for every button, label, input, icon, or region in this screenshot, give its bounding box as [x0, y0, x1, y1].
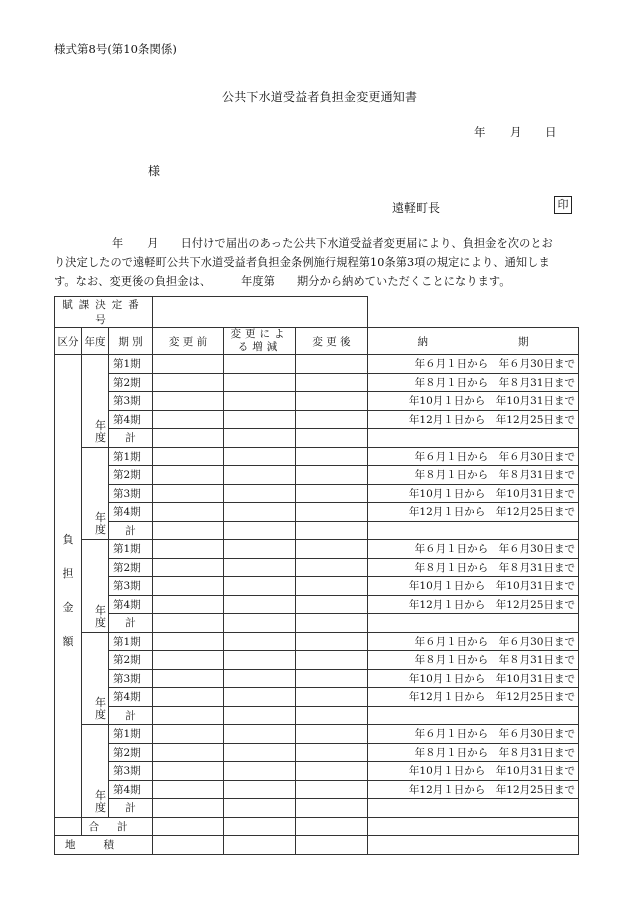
- amount-before-cell[interactable]: [153, 595, 224, 614]
- total-before-cell[interactable]: [153, 817, 224, 836]
- amount-before-cell[interactable]: [153, 521, 224, 540]
- amount-after-cell[interactable]: [296, 429, 368, 448]
- amount-before-cell[interactable]: [153, 743, 224, 762]
- amount-change-cell[interactable]: [224, 503, 296, 522]
- term-label: 第4期: [109, 503, 153, 522]
- land-before-cell[interactable]: [153, 836, 224, 855]
- payment-period-cell: 年12月１日から 年12月25日まで: [368, 503, 579, 522]
- payment-period-cell: 年10月１日から 年10月31日まで: [368, 762, 579, 781]
- charge-table: [54, 296, 579, 855]
- payment-period-cell: 年８月１日から 年８月31日まで: [368, 558, 579, 577]
- amount-after-cell[interactable]: [296, 355, 368, 374]
- col-change-header: 変更による増減: [224, 328, 296, 355]
- amount-before-cell[interactable]: [153, 373, 224, 392]
- amount-after-cell[interactable]: [296, 688, 368, 707]
- amount-after-cell[interactable]: [296, 558, 368, 577]
- amount-after-cell[interactable]: [296, 632, 368, 651]
- document-title: 公共下水道受益者負担金変更通知書: [222, 90, 418, 104]
- nendo-label: 年: [95, 418, 106, 432]
- amount-change-cell[interactable]: [224, 466, 296, 485]
- term-label: 第4期: [109, 780, 153, 799]
- nendo-cell[interactable]: [82, 725, 109, 818]
- date-month-label: 月: [510, 125, 522, 139]
- col-nendo-header: 年度: [82, 328, 109, 355]
- body-line-1: [54, 234, 578, 253]
- amount-before-cell[interactable]: [153, 558, 224, 577]
- amount-change-cell[interactable]: [224, 780, 296, 799]
- kubun-char: 負: [62, 532, 74, 546]
- nendo-cell[interactable]: [82, 632, 109, 725]
- body-line-1-text: 日付けで届出のあった公共下水道受益者変更届により、負担金を次のとお: [180, 237, 553, 250]
- col-kubun-header: 区分: [55, 328, 82, 355]
- col-payment-header: [368, 328, 579, 355]
- kubun-char: 担: [62, 566, 74, 580]
- payment-period-cell: 年８月１日から 年８月31日まで: [368, 743, 579, 762]
- charge-row: [55, 632, 579, 651]
- nendo-label: 年: [95, 603, 106, 617]
- term-label: 第3期: [109, 762, 153, 781]
- amount-before-cell[interactable]: [153, 392, 224, 411]
- amount-after-cell[interactable]: [296, 669, 368, 688]
- term-label: 第3期: [109, 577, 153, 596]
- charge-row: [55, 540, 579, 559]
- grand-total-label: 合計: [82, 817, 153, 836]
- land-after-cell[interactable]: [296, 836, 368, 855]
- amount-change-cell[interactable]: [224, 577, 296, 596]
- kubun-cell: [55, 355, 82, 818]
- amount-before-cell[interactable]: [153, 706, 224, 725]
- charge-row: [55, 373, 579, 392]
- charge-row: [55, 503, 579, 522]
- nendo-label: 年: [95, 696, 106, 709]
- payment-period-cell: 年12月１日から 年12月25日まで: [368, 410, 579, 429]
- payment-period-cell: 年10月１日から 年10月31日まで: [368, 669, 579, 688]
- charge-row: [55, 780, 579, 799]
- amount-change-cell[interactable]: [224, 392, 296, 411]
- body-line-3c: 期分から納めていただくことになります。: [297, 275, 511, 288]
- amount-after-cell[interactable]: [296, 373, 368, 392]
- charge-row: [55, 447, 579, 466]
- amount-before-cell[interactable]: [153, 447, 224, 466]
- total-after-cell[interactable]: [296, 817, 368, 836]
- amount-change-cell[interactable]: [224, 669, 296, 688]
- amount-before-cell[interactable]: [153, 632, 224, 651]
- charge-row: [55, 725, 579, 744]
- amount-after-cell[interactable]: [296, 447, 368, 466]
- payment-period-cell: 年10月１日から 年10月31日まで: [368, 484, 579, 503]
- date-day-label: 日: [545, 125, 557, 139]
- amount-before-cell[interactable]: [153, 429, 224, 448]
- kubun-char: 額: [62, 634, 74, 648]
- nendo-label: 度: [95, 615, 106, 629]
- amount-after-cell[interactable]: [296, 743, 368, 762]
- term-subtotal-label: 計: [109, 706, 153, 725]
- amount-before-cell[interactable]: [153, 614, 224, 633]
- amount-before-cell[interactable]: [153, 484, 224, 503]
- payment-period-cell: 年10月１日から 年10月31日まで: [368, 392, 579, 411]
- amount-before-cell[interactable]: [153, 410, 224, 429]
- term-label: 第3期: [109, 484, 153, 503]
- amount-after-cell[interactable]: [296, 484, 368, 503]
- term-label: 第2期: [109, 743, 153, 762]
- charge-row: [55, 355, 579, 374]
- payment-period-cell: [368, 706, 579, 725]
- term-label: 第2期: [109, 651, 153, 670]
- header-row: [55, 328, 579, 355]
- blank-cell: [368, 297, 579, 328]
- payment-period-cell: 年６月１日から 年６月30日まで: [368, 540, 579, 559]
- amount-before-cell[interactable]: [153, 651, 224, 670]
- charge-row: [55, 577, 579, 596]
- body-line-3b: 年度第: [241, 275, 276, 288]
- total-change-cell[interactable]: [224, 817, 296, 836]
- land-extra-cell: [368, 836, 579, 855]
- grand-total-row: [55, 817, 579, 836]
- amount-before-cell[interactable]: [153, 725, 224, 744]
- amount-after-cell[interactable]: [296, 651, 368, 670]
- term-label: 第1期: [109, 540, 153, 559]
- amount-before-cell[interactable]: [153, 669, 224, 688]
- charge-row: [55, 392, 579, 411]
- charge-row: [55, 410, 579, 429]
- body-line-2: り決定したので遠軽町公共下水道受益者負担金条例施行規程第10条第3項の規定により、通知しま: [54, 256, 550, 269]
- nendo-label: 年: [95, 511, 106, 524]
- charge-row: [55, 558, 579, 577]
- col-payment-right: 期: [518, 335, 529, 348]
- body-line-3a: す。なお、変更後の負担金は、: [54, 275, 212, 288]
- charge-row: [55, 651, 579, 670]
- kubun-char: 金: [62, 600, 74, 614]
- amount-after-cell[interactable]: [296, 392, 368, 411]
- notice-body: [54, 234, 578, 291]
- amount-before-cell[interactable]: [153, 762, 224, 781]
- charge-row: [55, 688, 579, 707]
- nendo-cell[interactable]: [82, 447, 109, 540]
- term-subtotal-label: 計: [109, 614, 153, 633]
- grand-total-spacer: [55, 817, 82, 836]
- amount-before-cell[interactable]: [153, 799, 224, 818]
- amount-before-cell[interactable]: [153, 466, 224, 485]
- term-label: 第4期: [109, 410, 153, 429]
- term-label: 第1期: [109, 632, 153, 651]
- term-label: 第1期: [109, 447, 153, 466]
- term-label: 第2期: [109, 466, 153, 485]
- amount-change-cell[interactable]: [224, 614, 296, 633]
- amount-before-cell[interactable]: [153, 540, 224, 559]
- seal-stamp: 印: [554, 196, 572, 214]
- payment-period-cell: 年６月１日から 年６月30日まで: [368, 355, 579, 374]
- amount-change-cell[interactable]: [224, 799, 296, 818]
- body-line-3: [54, 272, 578, 291]
- decision-number-label: 賦課決定番号: [55, 297, 153, 328]
- payment-period-cell: 年６月１日から 年６月30日まで: [368, 632, 579, 651]
- amount-after-cell[interactable]: [296, 410, 368, 429]
- term-subtotal-label: 計: [109, 799, 153, 818]
- term-label: 第4期: [109, 595, 153, 614]
- amount-before-cell[interactable]: [153, 577, 224, 596]
- amount-change-cell[interactable]: [224, 373, 296, 392]
- amount-after-cell[interactable]: [296, 577, 368, 596]
- decision-number-row: [55, 297, 579, 328]
- amount-after-cell[interactable]: [296, 614, 368, 633]
- body-year: 年: [112, 237, 124, 250]
- land-change-cell[interactable]: [224, 836, 296, 855]
- payment-period-cell: 年12月１日から 年12月25日まで: [368, 780, 579, 799]
- term-label: 第1期: [109, 355, 153, 374]
- payment-period-cell: 年12月１日から 年12月25日まで: [368, 595, 579, 614]
- payment-period-cell: 年８月１日から 年８月31日まで: [368, 466, 579, 485]
- amount-before-cell[interactable]: [153, 688, 224, 707]
- payment-period-cell: [368, 429, 579, 448]
- payment-period-cell: [368, 799, 579, 818]
- payment-period-cell: 年12月１日から 年12月25日まで: [368, 688, 579, 707]
- land-area-label: 地積: [55, 836, 153, 855]
- payment-period-cell: 年10月１日から 年10月31日まで: [368, 577, 579, 596]
- nendo-label: 度: [95, 708, 106, 721]
- col-before-header: 変 更 前: [153, 328, 224, 355]
- term-label: 第4期: [109, 688, 153, 707]
- amount-change-cell[interactable]: [224, 410, 296, 429]
- amount-change-cell[interactable]: [224, 447, 296, 466]
- body-month: 月: [147, 237, 159, 250]
- charge-row: [55, 484, 579, 503]
- amount-before-cell[interactable]: [153, 503, 224, 522]
- amount-change-cell[interactable]: [224, 595, 296, 614]
- amount-after-cell[interactable]: [296, 780, 368, 799]
- amount-after-cell[interactable]: [296, 706, 368, 725]
- col-payment-left: 納: [417, 335, 428, 348]
- amount-change-cell[interactable]: [224, 688, 296, 707]
- amount-change-cell[interactable]: [224, 558, 296, 577]
- nendo-label: 度: [95, 800, 106, 814]
- nendo-label: 度: [95, 430, 106, 444]
- nendo-cell[interactable]: [82, 540, 109, 633]
- term-label: 第2期: [109, 558, 153, 577]
- col-after-header: 変 更 後: [296, 328, 368, 355]
- payment-period-cell: 年８月１日から 年８月31日まで: [368, 373, 579, 392]
- form-number: 様式第8号(第10条関係): [54, 42, 177, 56]
- term-label: 第1期: [109, 725, 153, 744]
- col-kibetsu-header: 期 別: [109, 328, 153, 355]
- amount-after-cell[interactable]: [296, 799, 368, 818]
- charge-row: [55, 799, 579, 818]
- total-payment-cell: [368, 817, 579, 836]
- amount-before-cell[interactable]: [153, 780, 224, 799]
- nendo-label: 度: [95, 523, 106, 536]
- payment-period-cell: [368, 521, 579, 540]
- amount-after-cell[interactable]: [296, 503, 368, 522]
- amount-change-cell[interactable]: [224, 484, 296, 503]
- amount-change-cell[interactable]: [224, 355, 296, 374]
- addressee-suffix: 様: [148, 164, 161, 178]
- charge-row: [55, 429, 579, 448]
- amount-after-cell[interactable]: [296, 540, 368, 559]
- charge-row: [55, 762, 579, 781]
- amount-after-cell[interactable]: [296, 725, 368, 744]
- date-year-label: 年: [474, 125, 486, 139]
- payment-period-cell: 年６月１日から 年６月30日まで: [368, 447, 579, 466]
- charge-row: [55, 706, 579, 725]
- charge-row: [55, 521, 579, 540]
- amount-after-cell[interactable]: [296, 466, 368, 485]
- amount-before-cell[interactable]: [153, 355, 224, 374]
- amount-change-cell[interactable]: [224, 429, 296, 448]
- amount-change-cell[interactable]: [224, 521, 296, 540]
- term-label: 第3期: [109, 392, 153, 411]
- charge-row: [55, 669, 579, 688]
- payment-period-cell: 年８月１日から 年８月31日まで: [368, 651, 579, 670]
- land-area-row: [55, 836, 579, 855]
- payment-period-cell: 年６月１日から 年６月30日まで: [368, 725, 579, 744]
- amount-after-cell[interactable]: [296, 595, 368, 614]
- amount-change-cell[interactable]: [224, 725, 296, 744]
- amount-change-cell[interactable]: [224, 540, 296, 559]
- charge-row: [55, 743, 579, 762]
- amount-change-cell[interactable]: [224, 762, 296, 781]
- payment-period-cell: [368, 614, 579, 633]
- amount-change-cell[interactable]: [224, 632, 296, 651]
- decision-number-value[interactable]: [153, 297, 368, 328]
- amount-change-cell[interactable]: [224, 743, 296, 762]
- charge-row: [55, 614, 579, 633]
- charge-row: [55, 595, 579, 614]
- issuer-name: 遠軽町長: [392, 201, 441, 215]
- term-subtotal-label: 計: [109, 429, 153, 448]
- term-subtotal-label: 計: [109, 521, 153, 540]
- nendo-cell[interactable]: [82, 355, 109, 448]
- term-label: 第2期: [109, 373, 153, 392]
- amount-change-cell[interactable]: [224, 706, 296, 725]
- charge-row: [55, 466, 579, 485]
- amount-after-cell[interactable]: [296, 521, 368, 540]
- nendo-label: 年: [95, 788, 106, 802]
- amount-after-cell[interactable]: [296, 762, 368, 781]
- amount-change-cell[interactable]: [224, 651, 296, 670]
- term-label: 第3期: [109, 669, 153, 688]
